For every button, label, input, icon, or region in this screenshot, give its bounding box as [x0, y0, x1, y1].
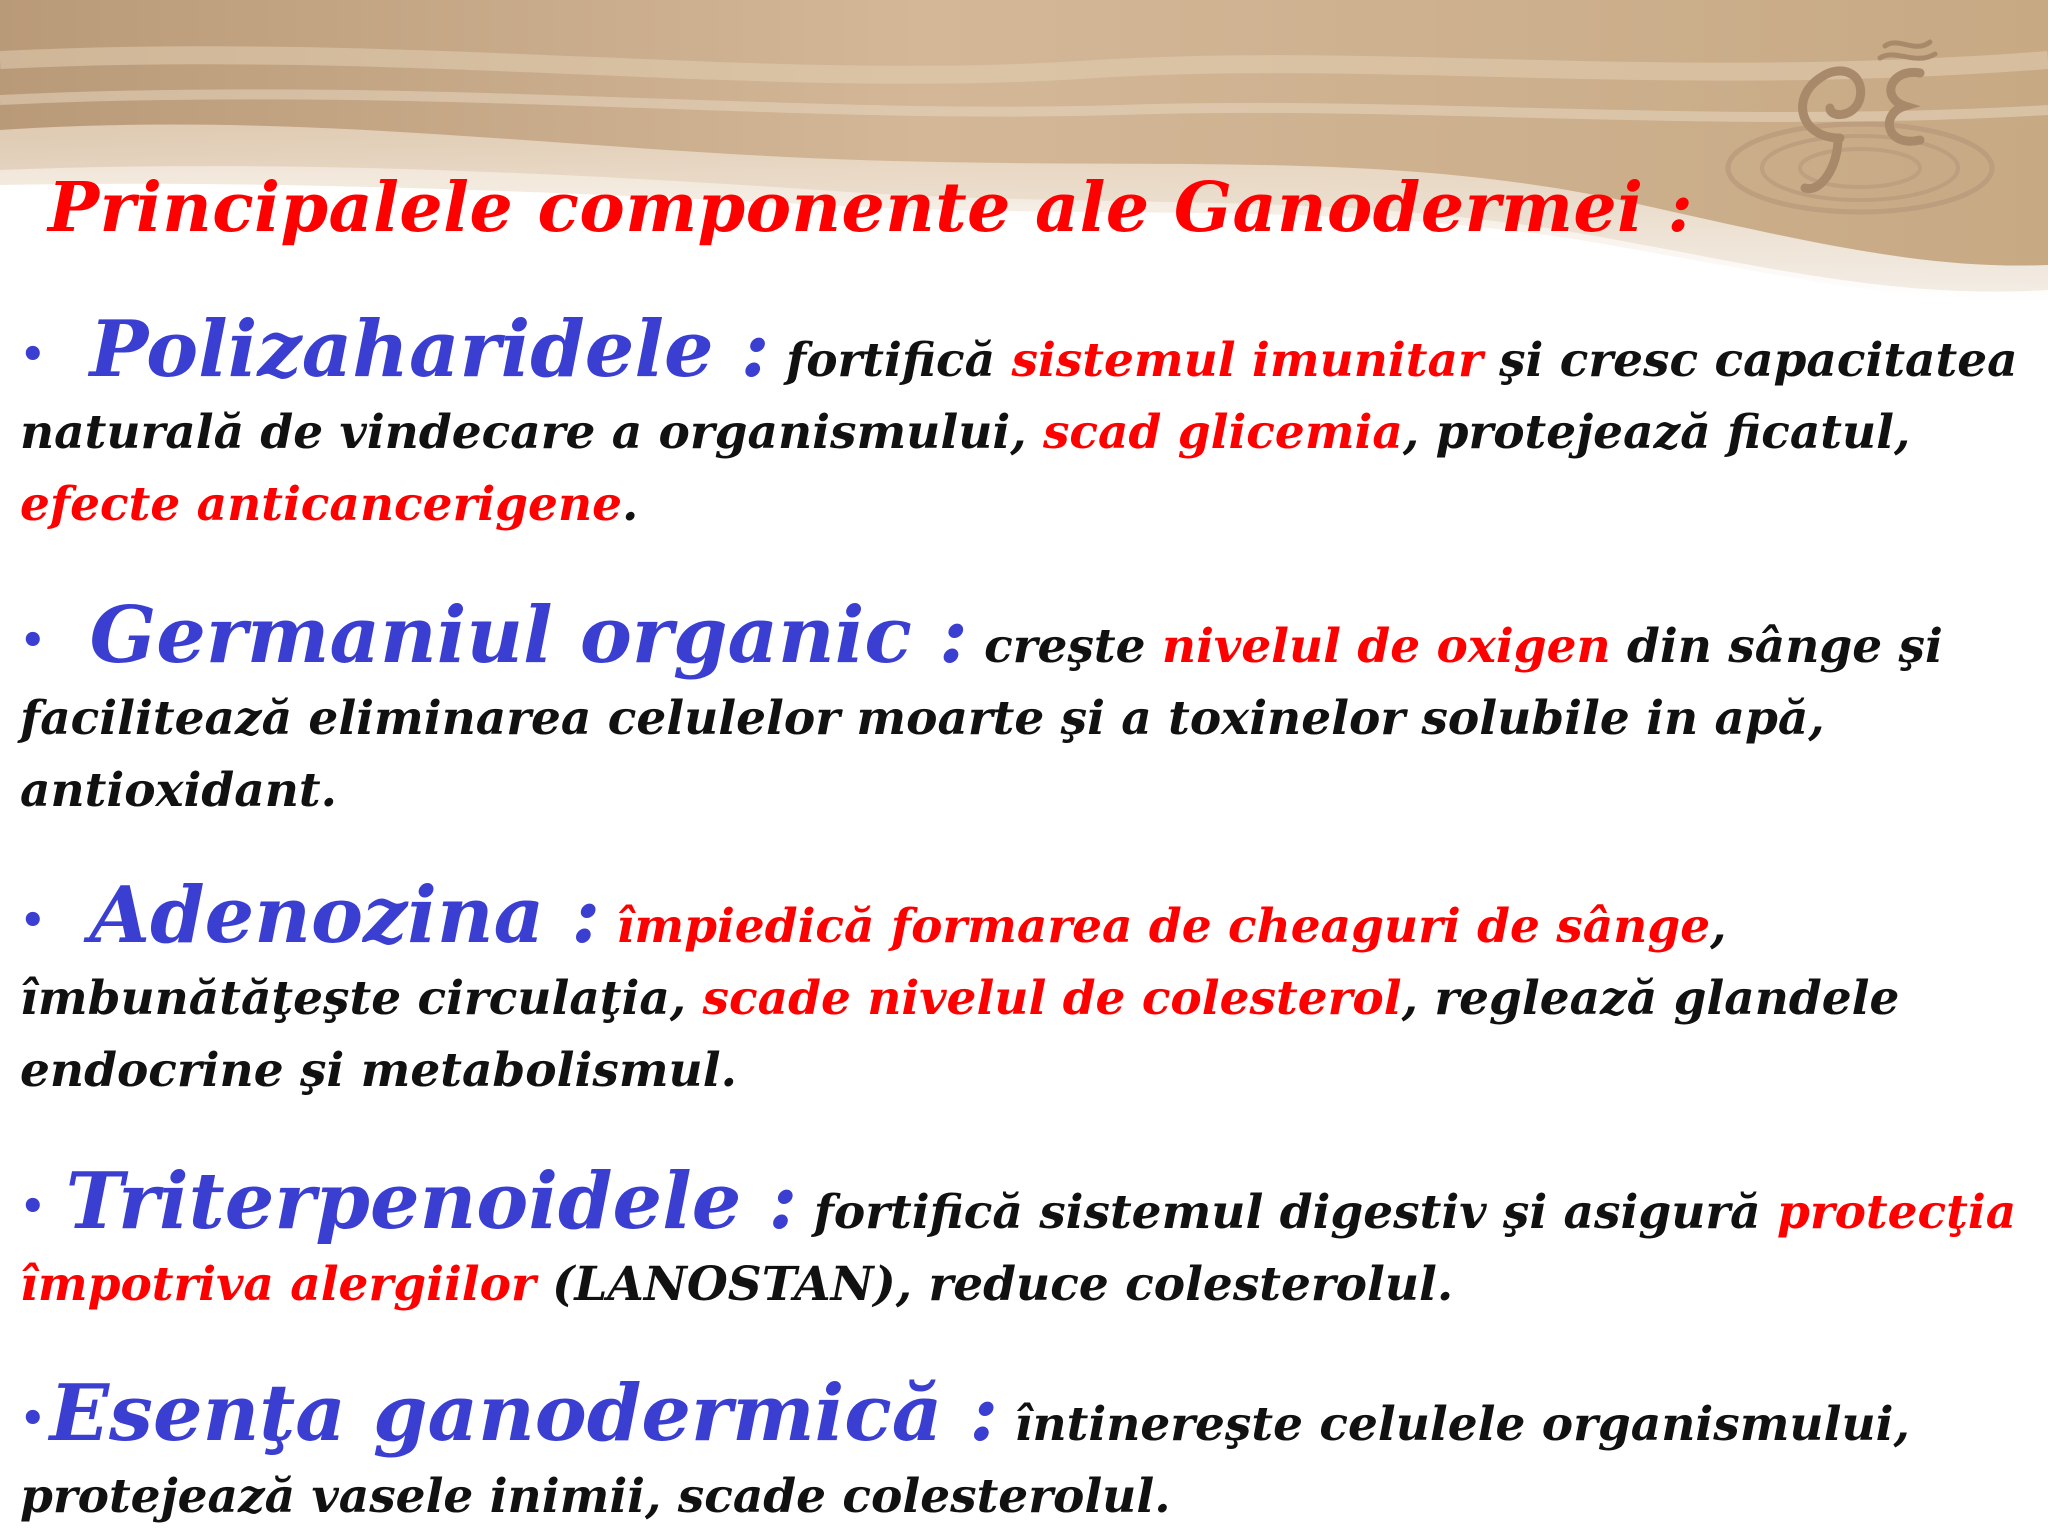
term-triterpenoidele: Triterpenoidele :	[65, 1156, 798, 1247]
bullet-text: fortifică sistemul digestiv şi asigură	[797, 1185, 1777, 1240]
bullet-text: , reglează glandele endocrine şi metabolismul.	[20, 971, 1900, 1098]
bullet-dot: •	[20, 897, 46, 944]
bullet-esenta-ganodermica	[20, 1368, 2020, 1533]
bullet-dot: •	[20, 1183, 46, 1230]
bullet-germaniul-organic	[20, 590, 2020, 827]
highlight-text: împiedică formarea de cheaguri de sânge	[616, 899, 1711, 954]
bullet-polizaharidele	[20, 304, 2020, 541]
highlight-text: efecte anticancerigene	[20, 477, 623, 532]
term-germaniul-organic: Germaniul organic :	[89, 590, 968, 681]
bullet-text: fortifică	[769, 333, 1012, 388]
bullet-adenozina	[20, 870, 2020, 1107]
bullet-dot: •	[20, 331, 46, 378]
bullet-dot: •	[20, 1395, 46, 1442]
bullet-triterpenoidele	[20, 1156, 2020, 1321]
bullet-text: , protejează ficatul,	[1402, 405, 1911, 460]
highlight-text: sistemul imunitar	[1011, 333, 1483, 388]
highlight-text: protecţia împotriva alergiilor	[20, 1185, 2017, 1312]
term-esenta-ganodermica: Esenţa ganodermică :	[49, 1368, 999, 1459]
bullet-dot: •	[20, 617, 46, 664]
bullet-text: , îmbunătăţeşte circulaţia,	[20, 899, 1727, 1026]
bullet-text: creşte	[967, 619, 1162, 674]
slide-title: Principalele componente ale Ganodermei :	[48, 168, 1694, 248]
bullet-text: şi cresc capacitatea naturală de vindecare a organismului,	[20, 333, 2018, 460]
term-adenozina: Adenozina :	[89, 870, 601, 961]
bullet-text	[600, 899, 616, 954]
highlight-text: nivelul de oxigen	[1161, 619, 1611, 674]
ganoderma-logo-icon	[1720, 18, 2020, 228]
term-polizaharidele: Polizaharidele :	[89, 304, 770, 395]
logo-text: GE	[1720, 18, 1722, 19]
highlight-text: scad glicemia	[1042, 405, 1403, 460]
bullet-text: întinereşte celulele organismului, protejează vasele inimii, scade colesterolul.	[20, 1397, 1910, 1524]
bullet-text: .	[622, 477, 639, 532]
bullet-text: (LANOSTAN), reduce colesterolul.	[535, 1257, 1454, 1312]
highlight-text: scade nivelul de colesterol	[702, 971, 1402, 1026]
bullet-text: din sânge şi facilitează eliminarea celulelor moarte şi a toxinelor solubile in apă, antioxidant.	[20, 619, 1943, 818]
